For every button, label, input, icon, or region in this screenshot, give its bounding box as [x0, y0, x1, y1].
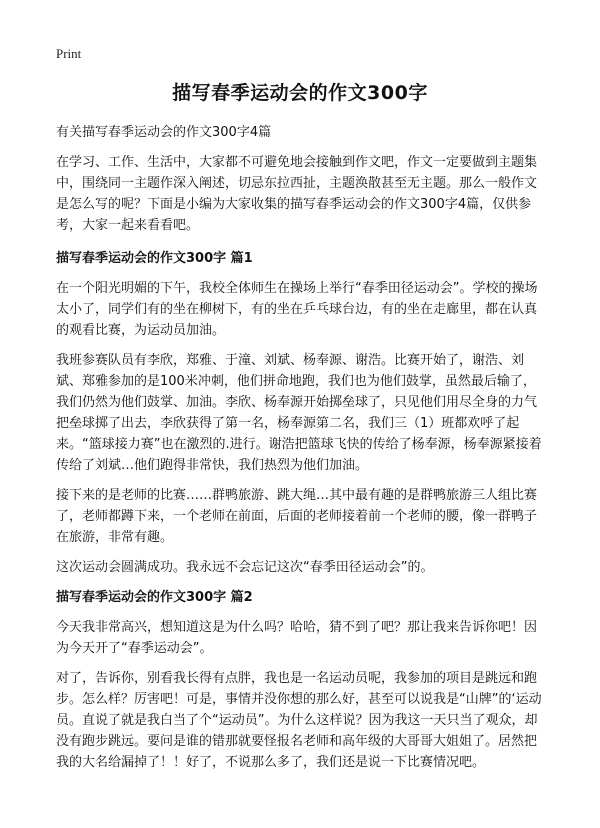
paragraph: 接下来的是老师的比赛……群鸭旅游、跳大绳…其中最有趣的是群鸭旅游三人组比赛了，老师都蹲下来，一个老师在前面，后面的老师接着前一个老师的腰，像一群鸭子在旅游，非常有趣。 — [56, 488, 538, 545]
document-subtitle: 有关描写春季运动会的作文300字4篇 — [56, 125, 272, 140]
section-heading-2: 描写春季运动会的作文300字 篇2 — [56, 590, 253, 605]
paragraph: 今天我非常高兴，想知道这是为什么吗？哈哈，猜不到了吧？那让我来告诉你吧！因为今天开了“春季运动会”。 — [56, 620, 538, 656]
document-title: 描写春季运动会的作文300字 — [172, 82, 428, 104]
section-heading-1: 描写春季运动会的作文300字 篇1 — [56, 251, 253, 266]
paragraph: 这次运动会圆满成功。我永远不会忘记这次“春季田径运动会”的。 — [56, 560, 434, 575]
paragraph: 对了，告诉你，别看我长得有点胖，我也是一名运动员呢，我参加的项目是跳远和跑步。怎么样？厉害吧！可是，事情并没你想的那么好，甚至可以说我是“山牌”的‘运动员。直说了就是我白当了个“运动员”。为什么这样说？因为我这一天只当了观众，却没有跑步跳远。要问是谁的错那就要怪报名老师和高年级的大哥哥大姐姐了。居然把我的大名给漏掉了！！好了，不说那么多了，我们还是说一下比赛情况吧。 — [56, 671, 542, 770]
paragraph: 在一个阳光明媚的下午，我校全体师生在操场上举行“春季田径运动会”。学校的操场太小了，同学们有的坐在柳树下，有的坐在乒乓球台边，有的坐在走廊里，都在认真的观看比赛，为运动员加油。 — [56, 281, 538, 338]
intro-paragraph: 在学习、工作、生活中，大家都不可避免地会接触到作文吧，作文一定要做到主题集中，围绕同一主题作深入阐述，切忌东拉西扯，主题涣散甚至无主题。那么一般作文是怎么写的呢？下面是小编为大家收集的描写春季运动会的作文300字4篇，仅供参考，大家一起来看看吧。 — [56, 155, 538, 233]
print-link[interactable]: Print — [56, 46, 82, 61]
document-body — [56, 122, 546, 782]
paragraph: 我班参赛队员有李欣，郑雅、于潼、刘斌、杨奉源、谢浩。比赛开始了，谢浩、刘斌、郑雅参加的是100米冲刺，他们拼命地跑，我们也为他们鼓掌，虽然最后输了，我们仍然为他们鼓掌、加油。李欣、杨奉源开始掷垒球了，只见他们用尽全身的力气把垒球掷了出去，李欣获得了第一名，杨奉源第二名，我们三（1）班都欢呼了起来。“篮球接力赛”也在激烈的.进行。谢浩把篮球飞快的传给了杨奉源，杨奉源紧接着传给了刘斌…他们跑得非常快，我们热烈为他们加油。 — [56, 353, 542, 473]
